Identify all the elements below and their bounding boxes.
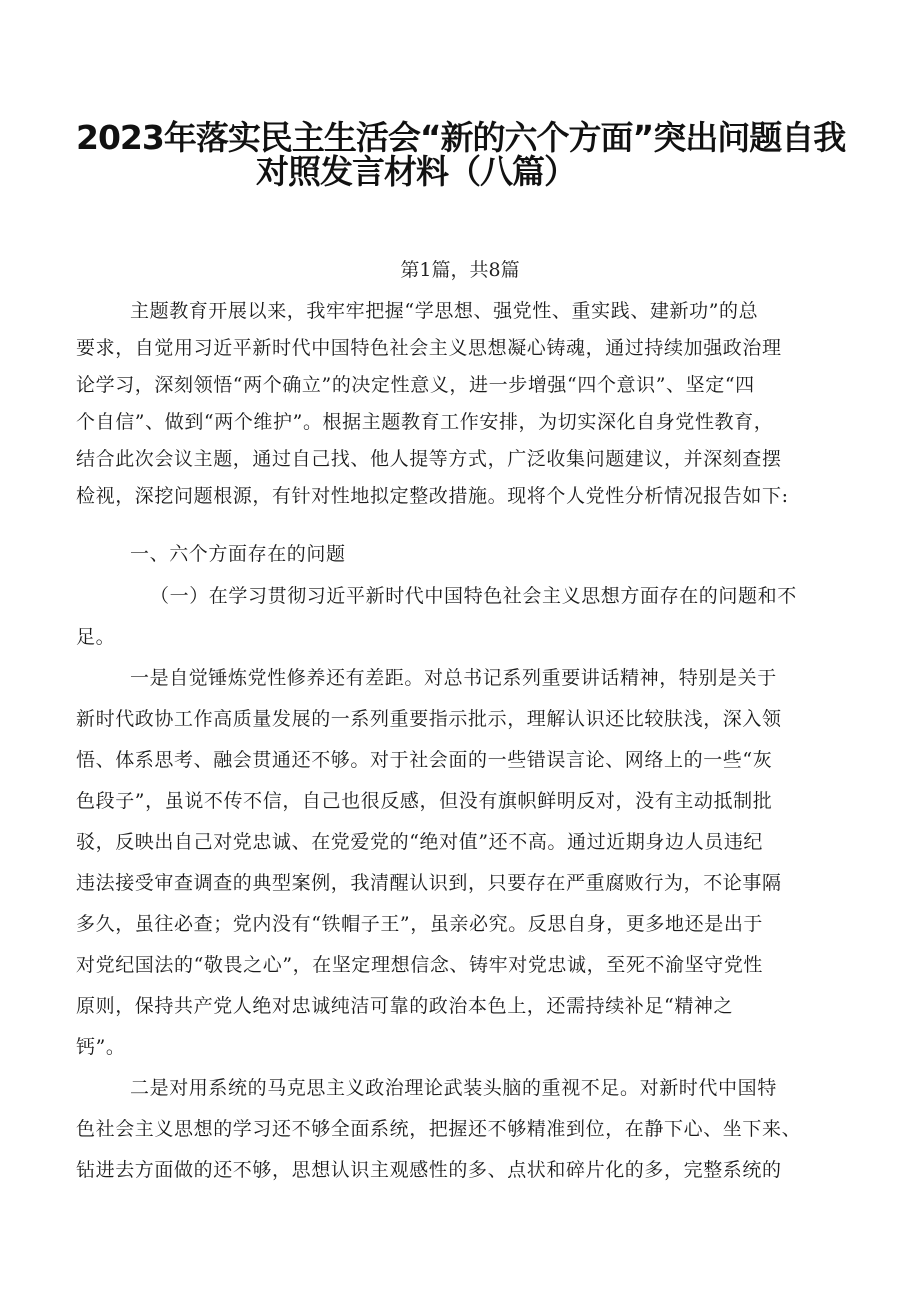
body-line: 多久，虽往必查；党内没有“铁帽子王”，虽亲必究。反思自身，更多地还是出于	[76, 913, 764, 935]
body-line: 主题教育开展以来，我牢牢把握“学思想、强党性、重实践、建新功”的总	[130, 300, 759, 322]
document-title-line-1: 2023年落实民主生活会“新的六个方面”突出问题自我	[76, 118, 846, 157]
body-line: 钙”。	[76, 1036, 126, 1058]
body-line: 论学习，深刻领悟“两个确立”的决定性意义，进一步增强“四个意识”、坚定“四	[76, 374, 755, 396]
body-line: 一是自觉锤炼党性修养还有差距。对总书记系列重要讲话精神，特别是关于	[130, 667, 777, 689]
part-label: 第1篇，共8篇	[400, 259, 520, 281]
body-line: 结合此次会议主题，通过自己找、他人提等方式，广泛收集问题建议，并深刻查摆	[76, 448, 782, 470]
body-line: 足。	[76, 626, 116, 648]
document-title-line-2: 对照发言材料（八篇）	[256, 152, 576, 191]
body-line: 原则，保持共产党人绝对忠诚纯洁可靠的政治本色上，还需持续补足“精神之	[76, 995, 734, 1017]
body-line: 个自信”、做到“两个维护”。根据主题教育工作安排，为切实深化自身党性教育，	[76, 411, 774, 433]
body-line: 二是对用系统的马克思主义政治理论武装头脑的重视不足。对新时代中国特	[130, 1077, 777, 1099]
subsection-heading: （一）在学习贯彻习近平新时代中国特色社会主义思想方面存在的问题和不	[150, 585, 797, 607]
body-line: 违法接受审查调查的典型案例，我清醒认识到，只要存在严重腐败行为，不论事隔	[76, 872, 782, 894]
body-line: 对党纪国法的“敬畏之心”，在坚定理想信念、铸牢对党忠诚，至死不渝坚守党性	[76, 954, 764, 976]
section-heading: 一、六个方面存在的问题	[130, 543, 346, 565]
body-line: 钻进去方面做的还不够，思想认识主观感性的多、点状和碎片化的多，完整系统的	[76, 1159, 782, 1181]
body-line: 悟、体系思考、融会贯通还不够。对于社会面的一些错误言论、网络上的一些“灰	[76, 749, 773, 771]
body-line: 驳，反映出自己对党忠诚、在党爱党的“绝对值”还不高。通过近期身边人员违纪	[76, 831, 764, 853]
body-line: 新时代政协工作高质量发展的一系列重要指示批示，理解认识还比较肤浅，深入领	[76, 708, 782, 730]
body-line: 检视，深挖问题根源，有针对性地拟定整改措施。现将个人党性分析情况报告如下:	[76, 485, 789, 507]
body-line: 色段子”，虽说不传不信，自己也很反感，但没有旗帜鲜明反对，没有主动抵制批	[76, 790, 773, 812]
body-line: 要求，自觉用习近平新时代中国特色社会主义思想凝心铸魂，通过持续加强政治理	[76, 337, 782, 359]
body-line: 色社会主义思想的学习还不够全面系统，把握还不够精准到位，在静下心、坐下来、	[76, 1118, 802, 1140]
